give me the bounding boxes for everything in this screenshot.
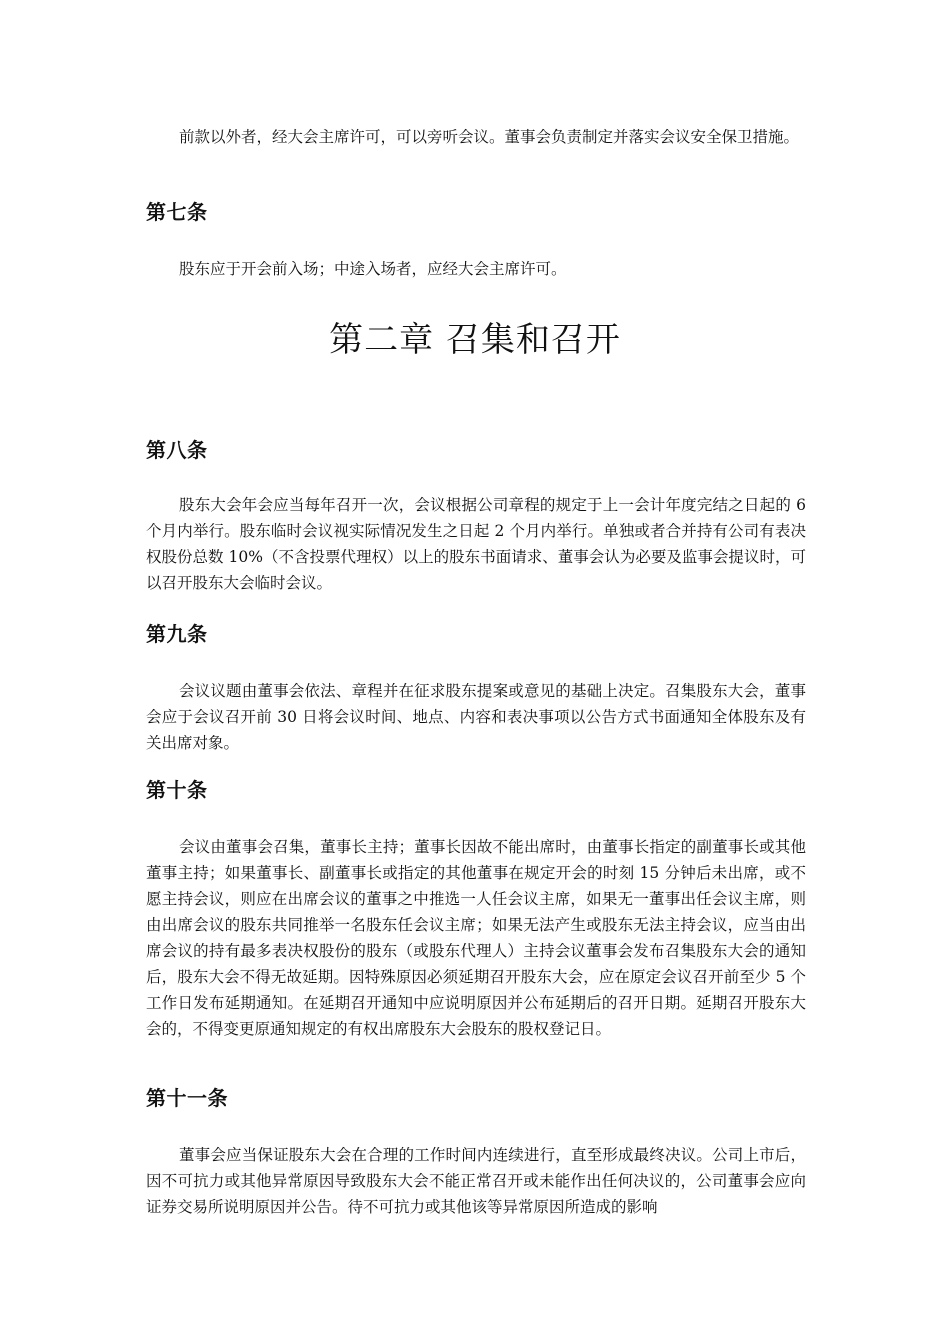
chapter-title: 第二章 召集和召开 bbox=[329, 320, 621, 360]
paragraph-article-9: 会议议题由董事会依法、章程并在征求股东提案或意见的基础上决定。召集股东大会，董事会应于会议召开前 30 日将会议时间、地点、内容和表决事项以公告方式书面通知全体股东及有关出席对象。 bbox=[146, 682, 806, 752]
paragraph-article-7: 股东应于开会前入场；中途入场者，应经大会主席许可。 bbox=[179, 260, 567, 278]
article-heading-11: 第十一条 bbox=[146, 1086, 228, 1110]
article-heading-10: 第十条 bbox=[146, 778, 208, 802]
article-heading-8: 第八条 bbox=[146, 438, 208, 462]
paragraph-continuation: 前款以外者，经大会主席许可，可以旁听会议。董事会负责制定并落实会议安全保卫措施。 bbox=[179, 128, 800, 146]
article-heading-9: 第九条 bbox=[146, 622, 208, 646]
paragraph-article-11: 董事会应当保证股东大会在合理的工作时间内连续进行，直至形成最终决议。公司上市后，因不可抗力或其他异常原因导致股东大会不能正常召开或未能作出任何决议的，公司董事会应向证券交易所说明原因并公告。待不可抗力或其他该等异常原因所造成的影响 bbox=[146, 1146, 806, 1216]
article-heading-7: 第七条 bbox=[146, 200, 208, 224]
paragraph-article-10: 会议由董事会召集，董事长主持；董事长因故不能出席时，由董事长指定的副董事长或其他董事主持；如果董事长、副董事长或指定的其他董事在规定开会的时刻 15 分钟后未出席，或不愿主持会议，则应在出席会议的董事之中推选一人任会议主席，如果无一董事出任会议主席，则由出席会议的股东共同推举一名股东任会议主席；如果无法产生或股东无法主持会议，应当由出席会议的持有最多表决权股份的股东（或股东代理人）主持会议董事会发布召集股东大会的通知后，股东大会不得无故延期。因特殊原因必须延期召开股东大会，应在原定会议召开前至少 5 个工作日发布延期通知。在延期召开通知中应说明原因并公布延期后的召开日期。延期召开股东大会的，不得变更原通知规定的有权出席股东大会股东的股权登记日。 bbox=[146, 838, 806, 1038]
paragraph-article-8: 股东大会年会应当每年召开一次，会议根据公司章程的规定于上一会计年度完结之日起的 6 个月内举行。股东临时会议视实际情况发生之日起 2 个月内举行。单独或者合并持有公司有表决权股份总数 10%（不含投票代理权）以上的股东书面请求、董事会认为必要及监事会提议时，可以召开股东大会临时会议。 bbox=[146, 496, 806, 592]
